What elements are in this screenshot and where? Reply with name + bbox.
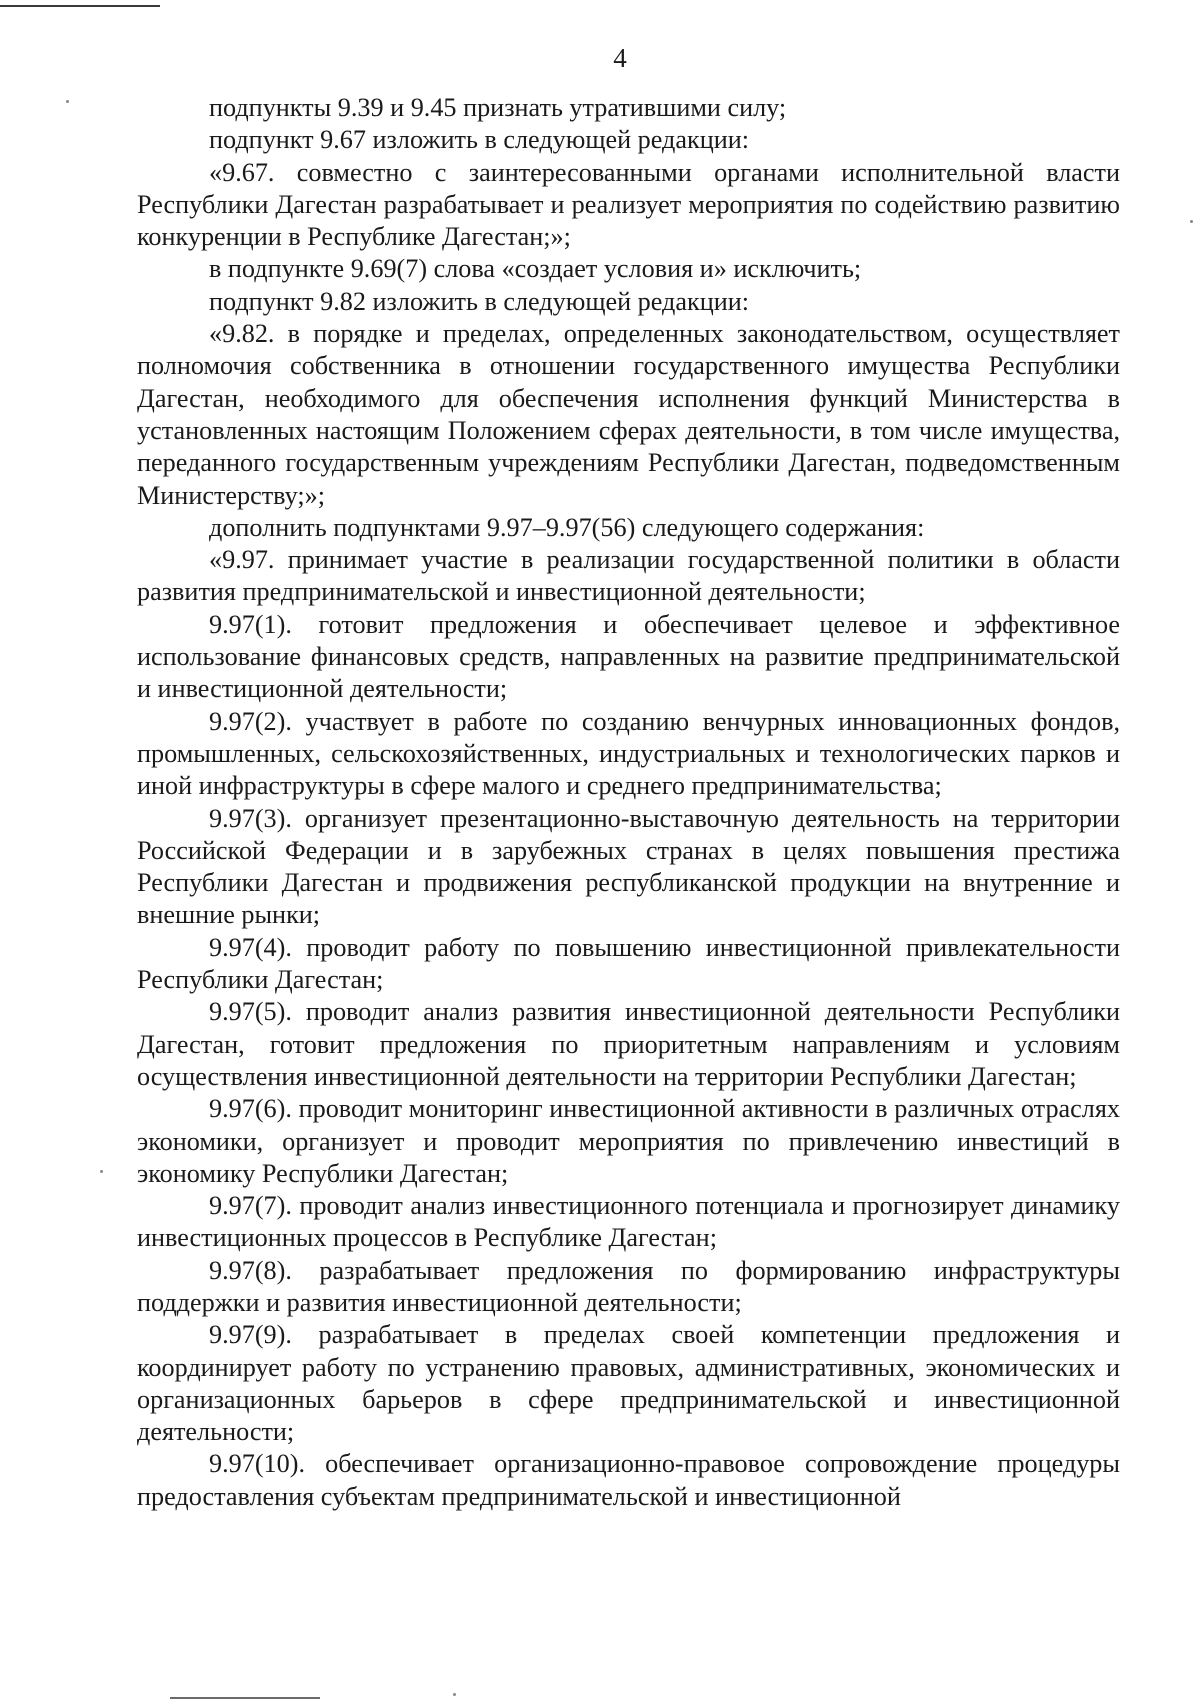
paragraph: 9.97(3). организует презентационно-выставочную деятельность на территории Российской Федерации и в зарубежных странах в целях повышения престижа Республики Дагестан и продвижения республиканской продукции на внутренние и внешние рынки; — [137, 803, 1120, 930]
scan-border-line — [170, 1697, 320, 1699]
paragraph: 9.97(7). проводит анализ инвестиционного потенциала и прогнозирует динамику инвестиционных процессов в Республике Дагестан; — [137, 1191, 1120, 1253]
paragraph: дополнить подпунктами 9.97–9.97(56) следующего содержания: — [209, 512, 925, 542]
paragraph: подпункт 9.82 изложить в следующей редакции: — [209, 286, 750, 316]
paragraph: подпункт 9.67 изложить в следующей редакции: — [209, 125, 750, 155]
scan-border-line — [0, 5, 160, 7]
paragraph: 9.97(1). готовит предложения и обеспечивает целевое и эффективное использование финансовых средств, направленных на развитие предпринимательской и инвестиционной деятельности; — [137, 609, 1120, 704]
paragraph: 9.97(4). проводит работу по повышению инвестиционной привлекательности Республики Дагестан; — [137, 932, 1120, 995]
paragraph: 9.97(8). разрабатывает предложения по формированию инфраструктуры поддержки и развития инвестиционной деятельности; — [137, 1255, 1120, 1317]
scan-speck — [100, 1170, 103, 1173]
document-body — [137, 92, 1120, 1513]
paragraph: 9.97(5). проводит анализ развития инвестиционной деятельности Республики Дагестан, готовит предложения по приоритетным направлениям и условиям осуществления инвестиционной деятельности на территории Республики Дагестан; — [137, 997, 1120, 1091]
paragraph: в подпункте 9.69(7) слова «создает условия и» исключить; — [209, 254, 862, 284]
paragraph: «9.67. совместно с заинтересованными органами исполнительной власти Республики Дагестан разрабатывает и реализует мероприятия по содействию развитию конкуренции в Республике Дагестан;»; — [137, 157, 1120, 252]
scan-speck — [66, 100, 69, 103]
paragraph: «9.82. в порядке и пределах, определенных законодательством, осуществляет полномочия собственника в отношении государственного имущества Республики Дагестан, необходимого для обеспечения исполнения функций Министерства в установленных настоящим Положением сферах деятельности, в том числе имущества, переданного государственным учреждениям Республики Дагестан, подведомственным Министерству;»; — [137, 319, 1120, 510]
paragraph: 9.97(10). обеспечивает организационно-правовое сопровождение процедуры предоставления субъектам предпринимательской и инвестиционной — [137, 1449, 1120, 1511]
page-number: 4 — [613, 43, 627, 73]
paragraph: «9.97. принимает участие в реализации государственной политики в области развития предпринимательской и инвестиционной деятельности; — [137, 545, 1120, 607]
paragraph: подпункты 9.39 и 9.45 признать утратившими силу; — [209, 93, 787, 122]
paragraph: 9.97(6). проводит мониторинг инвестиционной активности в различных отраслях экономики, организует и проводит мероприятия по привлечению инвестиций в экономику Республики Дагестан; — [137, 1094, 1120, 1188]
scan-speck — [1190, 220, 1193, 223]
scan-speck — [453, 1693, 456, 1696]
paragraph: 9.97(9). разрабатывает в пределах своей компетенции предложения и координирует работу по устранению правовых, административных, экономических и организационных барьеров в сфере предпринимательской и инвестиционной деятельности; — [137, 1320, 1120, 1447]
paragraph: 9.97(2). участвует в работе по созданию венчурных инновационных фондов, промышленных, сельскохозяйственных, индустриальных и технологических парков и иной инфраструктуры в сфере малого и среднего предпринимательства; — [137, 706, 1120, 801]
